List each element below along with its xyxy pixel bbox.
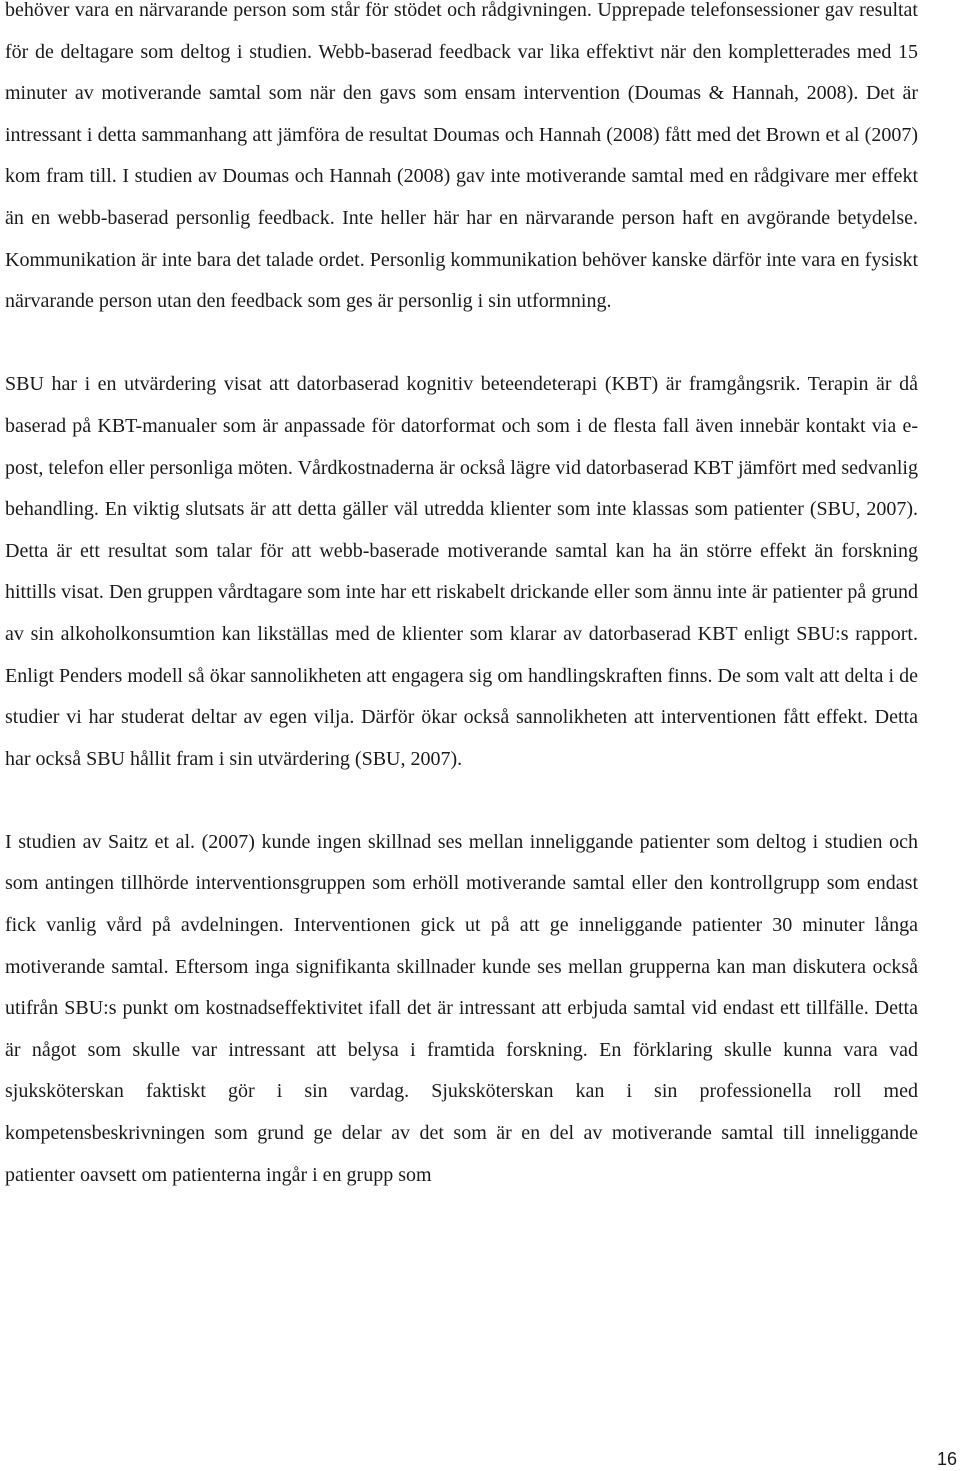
document-body	[5, 0, 918, 1196]
paragraph-feedback-discussion: behöver vara en närvarande person som står för stödet och rådgivningen. Upprepade telefonsessioner gav resultat för de deltagare som deltog i studien. Webb-baserad feedback var lika effektivt när den kompletterades med 15 minuter av motiverande samtal som när den gavs som ensam intervention (Doumas & Hannah, 2008). Det är intressant i detta sammanhang att jämföra de resultat Doumas och Hannah (2008) fått med det Brown et al (2007) kom fram till. I studien av Doumas och Hannah (2008) gav inte motiverande samtal med en rådgivare mer effekt än en webb-baserad personlig feedback. Inte heller här har en närvarande person haft en avgörande betydelse. Kommunikation är inte bara det talade ordet. Personlig kommunikation behöver kanske därför inte vara en fysiskt närvarande person utan den feedback som ges är personlig i sin utformning.	[5, 0, 918, 313]
paragraph-sbu-kbt: SBU har i en utvärdering visat att datorbaserad kognitiv beteendeterapi (KBT) är framgångsrik. Terapin är då baserad på KBT-manualer som är anpassade för datorformat och som i de flesta fall även innebär kontakt via e-post, telefon eller personliga möten. Vårdkostnaderna är också lägre vid datorbaserad KBT jämfört med sedvanlig behandling. En viktig slutsats är att detta gäller väl utredda klienter som inte klassas som patienter (SBU, 2007). Detta är ett resultat som talar för att webb-baserade motiverande samtal kan ha än större effekt än forskning hittills visat. Den gruppen vårdtagare som inte har ett riskabelt drickande eller som ännu inte är patienter på grund av sin alkoholkonsumtion kan likställas med de klienter som klarar av datorbaserad KBT enligt SBU:s rapport. Enligt Penders modell så ökar sannolikheten att engagera sig om handlingskraften finns. De som valt att delta i de studier vi har studerat deltar av egen vilja. Därför ökar också sannolikheten att interventionen fått effekt. Detta har också SBU hållit fram i sin utvärdering (SBU, 2007).	[5, 373, 918, 770]
page-number: 16	[936, 1449, 957, 1469]
paragraph-saitz-study: I studien av Saitz et al. (2007) kunde ingen skillnad ses mellan inneliggande patienter som deltog i studien och som antingen tillhörde interventionsgruppen som erhöll motiverande samtal eller den kontrollgrupp som endast fick vanlig vård på avdelningen. Interventionen gick ut på att ge inneliggande patienter 30 minuter långa motiverande samtal. Eftersom inga signifikanta skillnader kunde ses mellan grupperna kan man diskutera också utifrån SBU:s punkt om kostnadseffektivitet ifall det är intressant att erbjuda samtal vid endast ett tillfälle. Detta är något som skulle var intressant att belysa i framtida forskning. En förklaring skulle kunna vara vad sjuksköterskan faktiskt gör i sin vardag. Sjuksköterskan kan i sin professionella roll med kompetensbeskrivningen som grund ge delar av det som är en del av motiverande samtal till inneliggande patienter oavsett om patienterna ingår i en grupp som	[5, 830, 918, 1186]
